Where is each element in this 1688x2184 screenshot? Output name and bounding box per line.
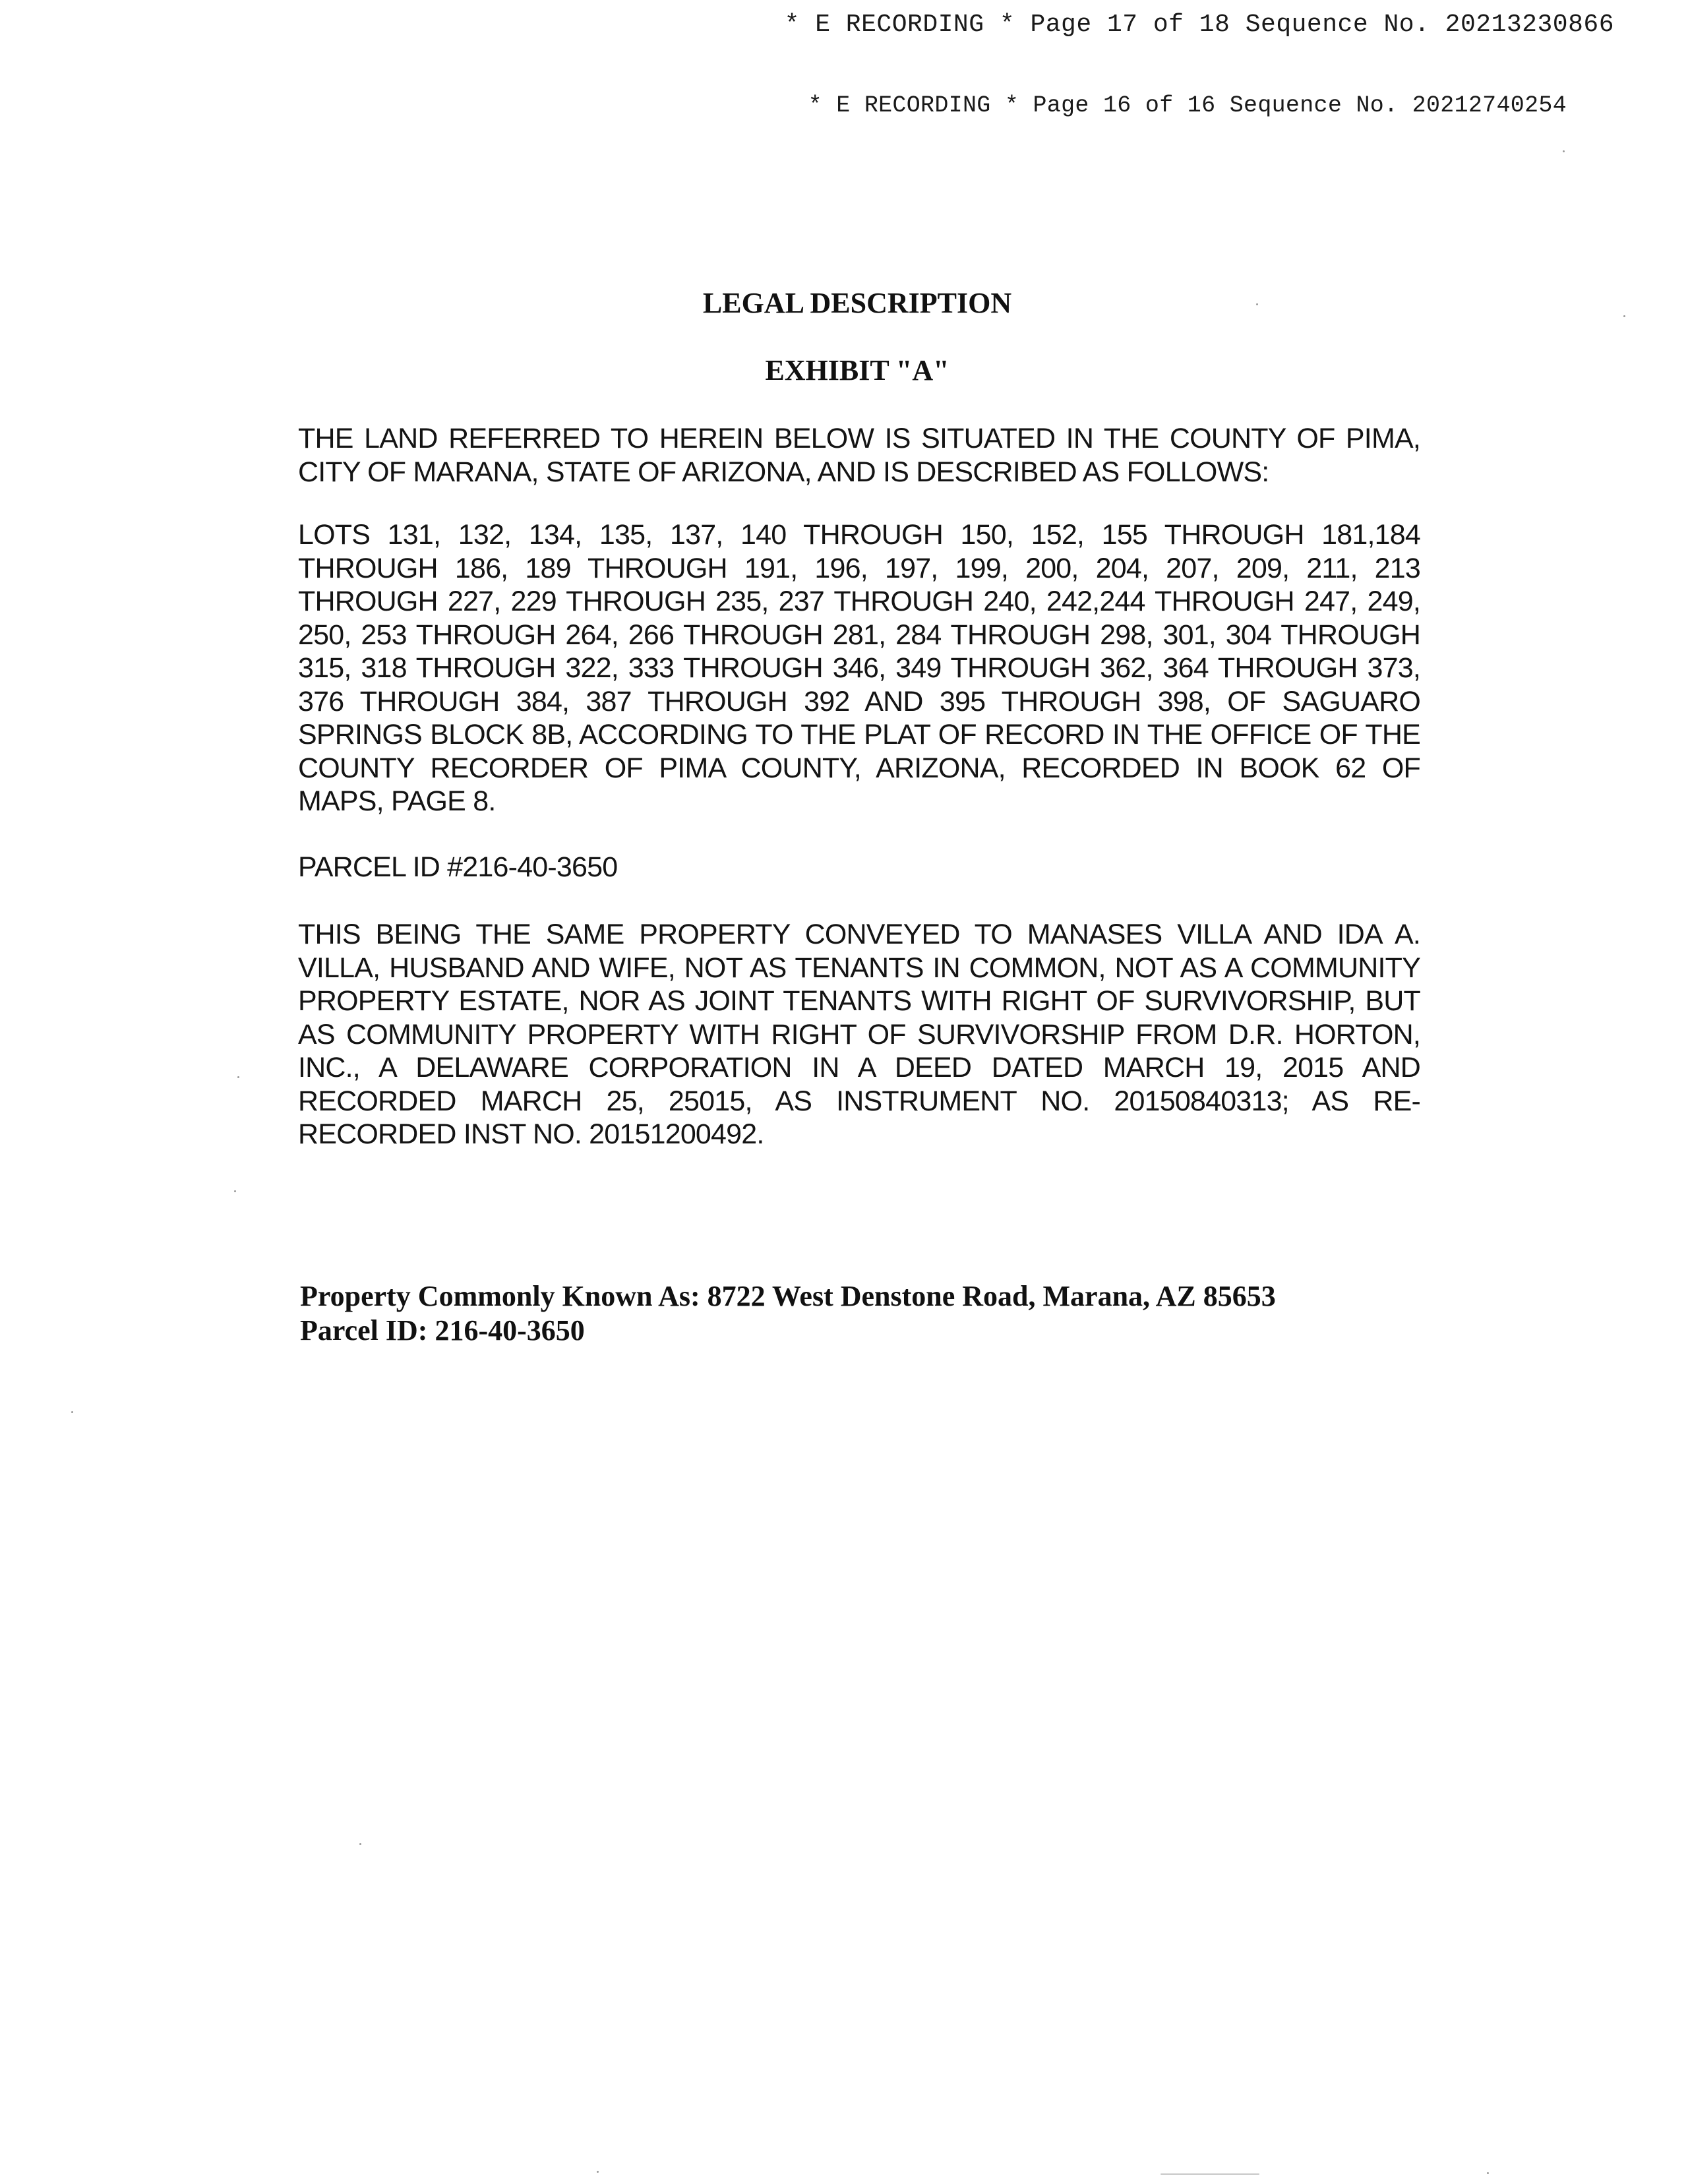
scan-speck — [71, 1411, 73, 1413]
scan-speck — [1623, 315, 1625, 317]
scan-speck — [1256, 303, 1258, 305]
scan-speck — [1487, 2172, 1489, 2174]
scan-speck — [597, 2171, 599, 2173]
situated-paragraph: THE LAND REFERRED TO HEREIN BELOW IS SITUATED IN THE COUNTY OF PIMA, CITY OF MARANA, STATE OF ARIZONA, AND IS DESCRIBED AS FOLLOWS: — [298, 423, 1420, 488]
scan-speck — [1160, 2173, 1259, 2175]
recording-stamp-current: * E RECORDING * Page 17 of 18 Sequence No. 20213230866 — [784, 11, 1614, 39]
exhibit-heading: EXHIBIT "A" — [765, 354, 950, 386]
scan-speck — [359, 1843, 361, 1845]
recording-stamp-original: * E RECORDING * Page 16 of 16 Sequence No. 20212740254 — [808, 92, 1567, 119]
scan-speck — [1563, 150, 1565, 152]
lots-paragraph: LOTS 131, 132, 134, 135, 137, 140 THROUGH 150, 152, 155 THROUGH 181,184 THROUGH 186, 189 THROUGH 191, 196, 197, 199, 200, 204, 207, 209, 211, 213 THROUGH 227, 229 THROUGH 235, 237 THROUGH 240, 242,244 THROUGH 247, 249, 250, 253 THROUGH 264, 266 THROUGH 281, 284 THROUGH 298, 301, 304 THROUGH 315, 318 THROUGH 322, 333 THROUGH 346, 349 THROUGH 362, 364 THROUGH 373, 376 THROUGH 384, 387 THROUGH 392 AND 395 THROUGH 398, OF SAGUARO SPRINGS BLOCK 8B, ACCORDING TO THE PLAT OF RECORD IN THE OFFICE OF THE COUNTY RECORDER OF PIMA COUNTY, ARIZONA, RECORDED IN BOOK 62 OF MAPS, PAGE 8. — [298, 519, 1420, 817]
scan-speck — [234, 1190, 236, 1192]
conveyance-paragraph: THIS BEING THE SAME PROPERTY CONVEYED TO MANASES VILLA AND IDA A. VILLA, HUSBAND AND WIFE, NOT AS TENANTS IN COMMON, NOT AS A COMMUNITY PROPERTY ESTATE, NOR AS JOINT TENANTS WITH RIGHT OF SURVIVORSHIP, BUT AS COMMUNITY PROPERTY WITH RIGHT OF SURVIVORSHIP FROM D.R. HORTON, INC., A DELAWARE CORPORATION IN A DEED DATED MARCH 19, 2015 AND RECORDED MARCH 25, 25015, AS INSTRUMENT NO. 20150840313; AS RE-RECORDED INST NO. 20151200492. — [298, 919, 1420, 1150]
property-address: Property Commonly Known As: 8722 West Denstone Road, Marana, AZ 85653 — [300, 1280, 1276, 1312]
parcel-id-footer: Parcel ID: 216-40-3650 — [300, 1314, 585, 1347]
parcel-id-line: PARCEL ID #216-40-3650 — [298, 851, 618, 883]
scan-speck — [237, 1076, 239, 1078]
document-title: LEGAL DESCRIPTION — [702, 287, 1012, 319]
